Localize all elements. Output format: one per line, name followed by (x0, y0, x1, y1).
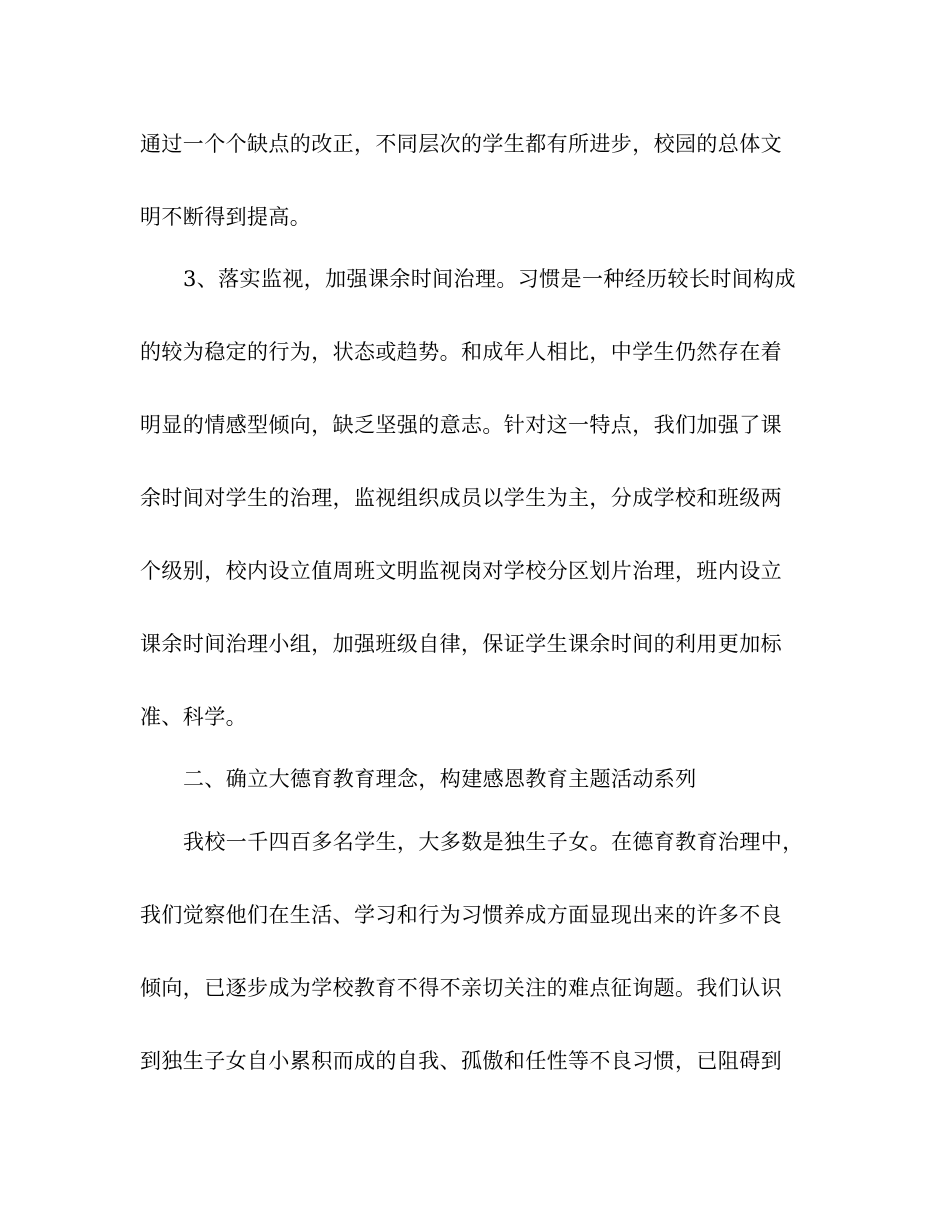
section-heading: 二、确立大德育教育理念，构建感恩教育主题活动系列 (183, 767, 697, 791)
paragraph-line: 我校一千四百多名学生，大多数是独生子女。在德育教育治理中， (183, 830, 804, 854)
paragraph-line: 我们觉察他们在生活、学习和行为习惯养成方面显现出来的许多不良 (140, 903, 782, 927)
paragraph-line: 明显的情感型倾向，缺乏坚强的意志。针对这一特点，我们加强了课 (140, 413, 782, 437)
paragraph-line: 到独生子女自小累积而成的自我、孤傲和任性等不良习惯，已阻碍到 (140, 1049, 782, 1073)
paragraph-line: 的较为稳定的行为，状态或趋势。和成年人相比，中学生仍然存在着 (140, 340, 782, 364)
paragraph-line: 明不断得到提高。 (140, 205, 312, 229)
paragraph-line: 余时间对学生的治理，监视组织成员以学生为主，分成学校和班级两 (140, 486, 782, 510)
paragraph-line: 通过一个个缺点的改正，不同层次的学生都有所进步，校园的总体文 (140, 132, 782, 156)
paragraph-line: 倾向，已逐步成为学校教育不得不亲切关注的难点征询题。我们认识 (140, 976, 782, 1000)
paragraph-line: 课余时间治理小组，加强班级自律，保证学生课余时间的利用更加标 (140, 632, 782, 656)
paragraph-line: 准、科学。 (140, 705, 247, 729)
list-item-heading-line: 3、落实监视，加强课余时间治理。习惯是一种经历较长时间构成 (183, 267, 796, 291)
paragraph-line: 个级别，校内设立值周班文明监视岗对学校分区划片治理，班内设立 (140, 559, 782, 583)
